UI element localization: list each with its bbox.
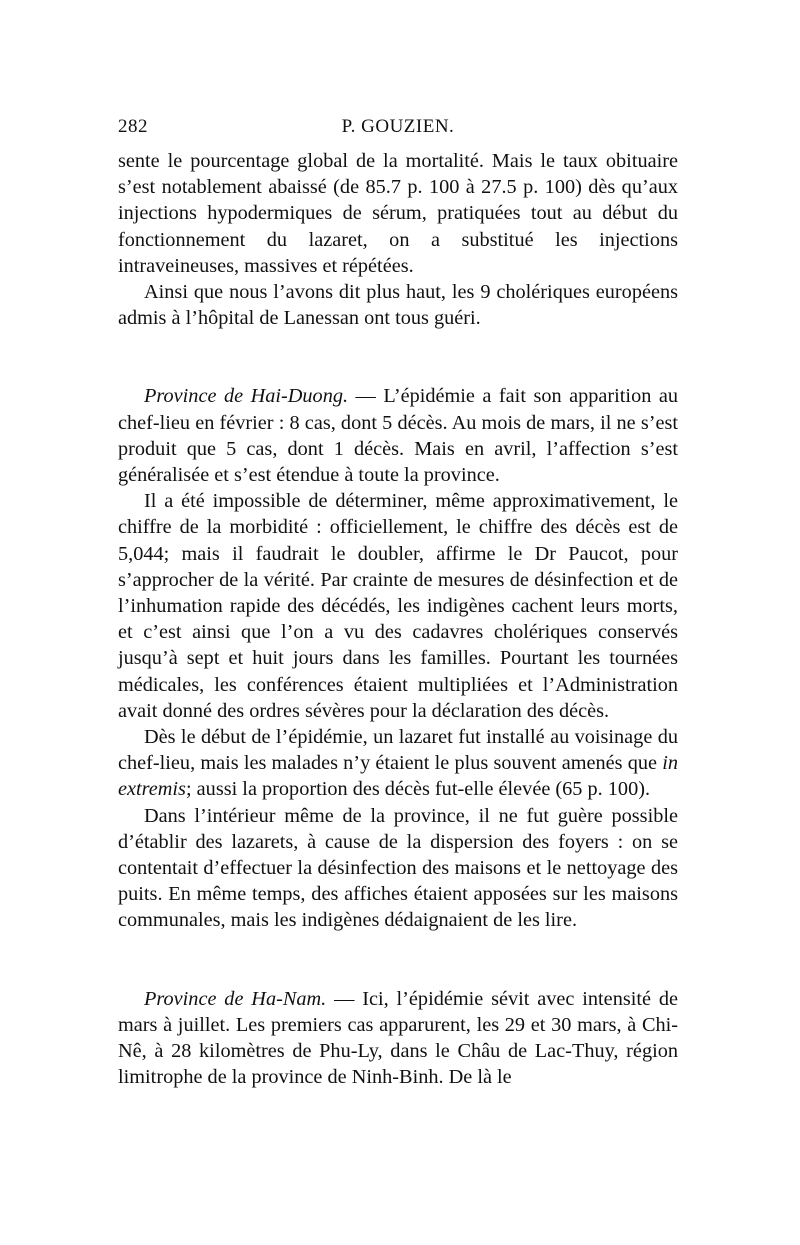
paragraph-continuation: sente le pourcentage global de la mortalité. Mais le taux obituaire s’est notablement abaissé (de 85.7 p. 100 à 27.5 p. 100) dès qu’aux injections hypodermiques de sérum, pratiquées tout au début du fonctionnement du lazaret, on a substitué les injections intraveineuses, massives et répétées.	[118, 150, 678, 277]
in-extremis-phrase: in extremis	[118, 752, 678, 801]
paragraph-lazaret-part-1: Dès le début de l’épidémie, un lazaret fut installé au voisinage du chef-lieu, mais les malades n’y étaient le plus souvent amenés que	[118, 726, 678, 775]
section-gap	[118, 331, 678, 383]
body-text	[118, 148, 678, 1091]
section-heading-hai-duong: Province de Hai-Duong.	[144, 385, 349, 408]
section-ha-nam	[118, 986, 678, 1091]
section-text-ha-nam: — Ici, l’épidémie sévit avec intensité de mars à juillet. Les premiers cas apparurent, les 29 et 30 mars, à Chi-Nê, à 28 kilomètres de Phu-Ly, dans le Châu de Lac-Thuy, région limitrophe de la province de Ninh-Binh. De là le	[118, 987, 678, 1089]
paragraph-morbidity: Il a été impossible de déterminer, même approximativement, le chiffre de la morbidité : officiellement, le chiffre des décès est de 5,044; mais il faudrait le doubler, affirme le Dr Paucot, pour s’approcher de la vérité. Par crainte de mesures de désinfection et de l’inhumation rapide des décédés, les indigènes cachent leurs morts, et c’est ainsi que l’on a vu des cadavres cholériques conservés jusqu’à sept et huit jours dans les familles. Pourtant les tournées médicales, les conférences étaient multipliées et l’Administration avait donné des ordres sévères pour la déclaration des décès.	[118, 490, 678, 722]
section-gap	[118, 934, 678, 986]
section-text-hai-duong: — L’épidémie a fait son apparition au chef-lieu en février : 8 cas, dont 5 décès. Au mois de mars, il ne s’est produit que 5 cas, dont 1 décès. Mais en avril, l’affection s’est généralisée et s’est étendue à toute la province.	[118, 385, 678, 487]
running-title: P. GOUZIEN.	[341, 116, 455, 137]
paragraph-european-cholera-cases: Ainsi que nous l’avons dit plus haut, les 9 cholériques européens admis à l’hôpital de Lanessan ont tous guéri.	[118, 281, 678, 330]
paragraph-lazaret-part-2: ; aussi la proportion des décès fut-elle élevée (65 p. 100).	[185, 778, 651, 801]
paragraph-interior-province: Dans l’intérieur même de la province, il ne fut guère possible d’établir des lazarets, à cause de la dispersion des foyers : on se contentait d’effectuer la désinfection des maisons et le nettoyage des puits. En même temps, des affiches étaient apposées sur les maisons communales, mais les indigènes dédaignaient de les lire.	[118, 804, 678, 932]
section-hai-duong	[118, 383, 678, 488]
paragraph-lazaret	[118, 724, 678, 803]
section-heading-ha-nam: Province de Ha-Nam.	[144, 987, 327, 1010]
page-number: 282	[118, 116, 148, 137]
running-head	[118, 116, 678, 140]
